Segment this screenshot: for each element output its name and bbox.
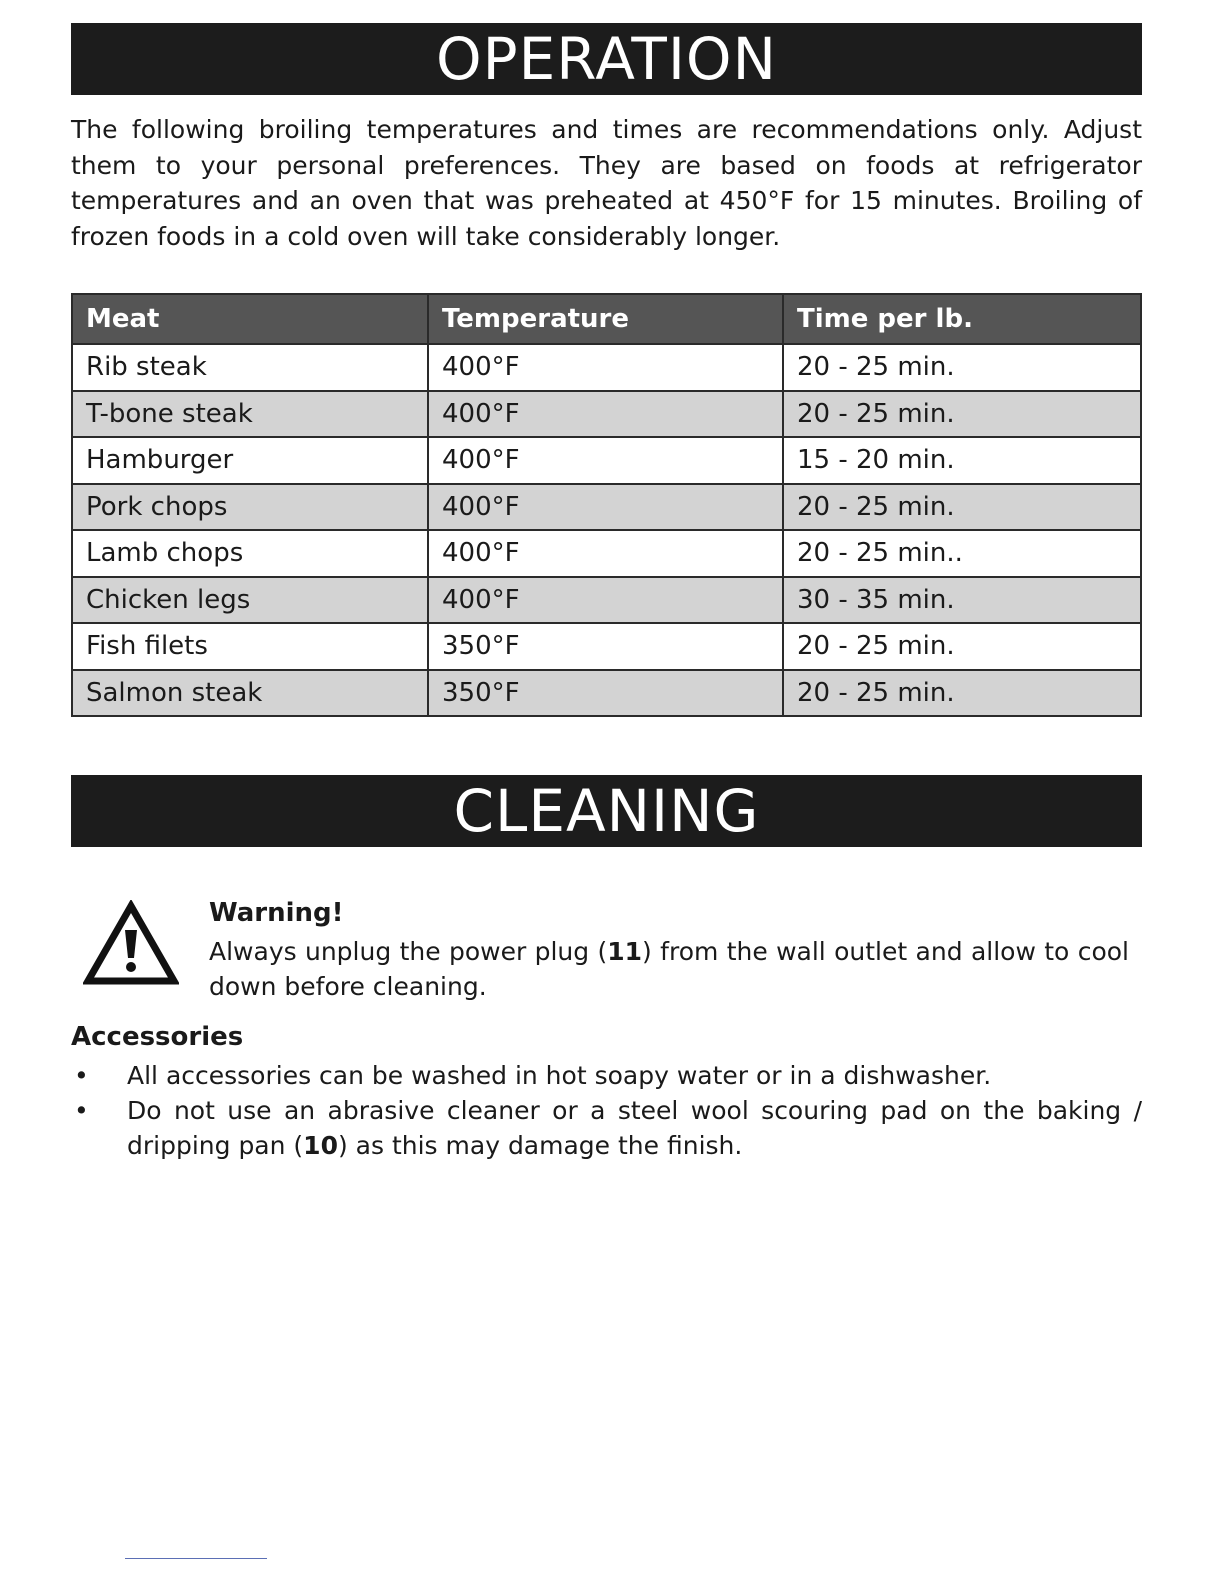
operation-heading-bar [71, 23, 1142, 95]
list-item [71, 1058, 1142, 1093]
cell-temperature: 400°F [428, 530, 783, 577]
warning-text-end: ) from the wall outlet and allow to cool down before cleaning. [209, 937, 1129, 1001]
bullet: • [74, 1096, 89, 1125]
broiling-table [71, 293, 1142, 717]
table-row [72, 484, 1141, 531]
column-header-time: Time per lb. [783, 294, 1141, 344]
table-row [72, 530, 1141, 577]
cell-time: 15 - 20 min. [783, 437, 1141, 484]
list-item-text: Do not use an abrasive cleaner or a steel wool scouring pad on the baking / dripping pan ( [127, 1096, 1142, 1160]
cell-temperature: 350°F [428, 623, 783, 670]
list-item [71, 1093, 1142, 1163]
table-row [72, 623, 1141, 670]
cell-meat: Pork chops [72, 484, 428, 531]
cleaning-heading: CLEANING [453, 777, 760, 845]
cell-time: 20 - 25 min. [783, 484, 1141, 531]
column-header-temperature: Temperature [428, 294, 783, 344]
cleaning-heading-bar [71, 775, 1142, 847]
cell-meat: Chicken legs [72, 577, 428, 624]
cell-time: 20 - 25 min. [783, 344, 1141, 391]
part-number-ref: 11 [607, 937, 643, 966]
cell-time: 20 - 25 min.. [783, 530, 1141, 577]
table-row [72, 577, 1141, 624]
table-row [72, 391, 1141, 438]
cell-meat: Rib steak [72, 344, 428, 391]
cell-temperature: 400°F [428, 391, 783, 438]
cell-temperature: 400°F [428, 344, 783, 391]
footer-rule [125, 1558, 267, 1559]
list-item-text: All accessories can be washed in hot soapy water or in a dishwasher. [127, 1061, 992, 1090]
operation-intro-text: The following broiling temperatures and times are recommendations only. Adjust them to your personal preferences. They are based on foods at refrigerator temperatures and an oven that was preheated at 450°F for 15 minutes. Broiling of frozen foods in a cold oven will take considerably longer. [71, 115, 1142, 251]
accessories-list [71, 1058, 1142, 1163]
table-row [72, 437, 1141, 484]
warning-text-start: Always unplug the power plug ( [209, 937, 608, 966]
bullet: • [74, 1061, 89, 1090]
list-item-text-end: ) as this may damage the finish. [337, 1131, 743, 1160]
accessories-title: Accessories [71, 1022, 244, 1052]
warning-text [209, 934, 1129, 1004]
cell-time: 30 - 35 min. [783, 577, 1141, 624]
cell-temperature: 400°F [428, 577, 783, 624]
cell-temperature: 400°F [428, 437, 783, 484]
cell-meat: Fish filets [72, 623, 428, 670]
cell-meat: T-bone steak [72, 391, 428, 438]
table-row [72, 344, 1141, 391]
cell-time: 20 - 25 min. [783, 391, 1141, 438]
part-number-ref: 10 [303, 1131, 338, 1160]
operation-heading: OPERATION [436, 25, 777, 93]
column-header-meat: Meat [72, 294, 428, 344]
cell-meat: Lamb chops [72, 530, 428, 577]
table-row [72, 670, 1141, 717]
warning-title: Warning! [209, 898, 344, 928]
cell-temperature: 350°F [428, 670, 783, 717]
cell-time: 20 - 25 min. [783, 670, 1141, 717]
cell-meat: Hamburger [72, 437, 428, 484]
cell-meat: Salmon steak [72, 670, 428, 717]
cell-temperature: 400°F [428, 484, 783, 531]
cell-time: 20 - 25 min. [783, 623, 1141, 670]
table-header-row [72, 294, 1141, 344]
warning-triangle-icon [83, 900, 179, 986]
